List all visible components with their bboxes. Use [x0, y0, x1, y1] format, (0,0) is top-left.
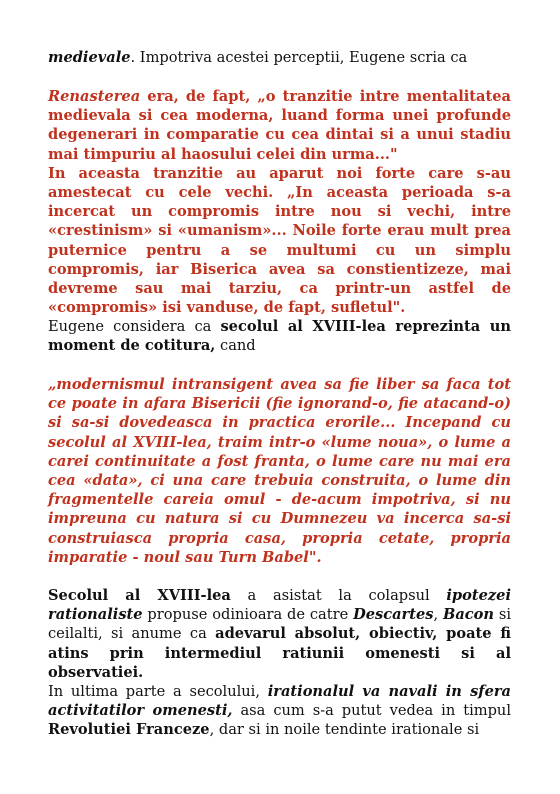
text-run: asa cum s-a putut vedea in timpul [232, 702, 512, 720]
text-run: , dar si in noile tendinte irationale si [209, 721, 480, 739]
emphasis-ipoteza: ipotezei rationaliste [48, 587, 511, 624]
text-run: , [433, 606, 443, 624]
quote-text: era, de fapt, „o tranzitie intre mentalitatea medievala si cea moderna, luand forma unei profunde degenerari in comparatie cu cea dintai si a unui stadiu mai timpuriu al haosului celei din urma..." [48, 88, 511, 163]
emphasis-irationalul: irationalul va navali in sfera activitatilor omenesti, [48, 683, 511, 720]
emphasis-renasterea: Renasterea [48, 88, 141, 105]
quote-text-continued: In aceasta tranzitie au aparut noi forte care s-au amestecat cu cele vechi. „In aceasta perioada s-a incercat un compromis intre nou si vechi, intre «crestinism» si «umanism»... Noile forte erau mult prea puternice pentru a se multumi cu un simplu compromis, iar Biserica avea sa constientizeze, mai devreme sau mai tarziu, ca printr-un astfel de «compromis» isi vanduse, de fapt, sufletul". [48, 164, 511, 317]
paragraph-irational [48, 682, 511, 740]
emphasis-revolutia: Revolutiei Franceze [48, 721, 210, 739]
text-run: In ultima parte a secolului, [48, 683, 268, 700]
quote-modernismul [48, 375, 511, 567]
emphasis-secolul: secolul al XVIII-lea reprezinta un moment de cotitura, [48, 318, 512, 355]
emphasis-adevarul: adevarul absolut, obiectiv, poate fi atins prin intermediul ratiunii omenesti si al observatiei. [48, 625, 511, 681]
paragraph-eugene [48, 317, 511, 355]
text-run: a asistat la colapsul [230, 587, 447, 604]
text-run: . Impotriva acestei perceptii, Eugene scria ca [130, 49, 468, 66]
emphasis-bacon: Bacon [442, 606, 495, 624]
emphasis-secolul-xviii: Secolul al XVIII-lea [48, 587, 231, 604]
paragraph-intro [48, 48, 511, 67]
quote-renasterea [48, 87, 511, 317]
text-run: propuse odinioara de catre [142, 606, 354, 624]
text-run: Eugene considera ca [48, 318, 221, 335]
emphasis-medievale: medievale [48, 49, 131, 66]
text-run: cand [215, 337, 256, 355]
quote-text: „modernismul intransigent avea sa fie liber sa faca tot ce poate in afara Bisericii (fie ignorand-o, fie atacand-o) si sa-si dovedeasca in practica erorile... Incepand cu secolul al XVIII-lea, traim intr-o «lume noua», o lume a carei continuitate a fost franta, o lume care nu mai era cea «data», ci una care trebuia construita, o lume din fragmentelle careia omul - de-acum impotriva, si nu impreuna cu natura si cu Dumnezeu va incerca sa-si construiasca propria casa, propria cetate, propria imparatie - noul sau Turn Babel". [48, 376, 511, 566]
paragraph-colaps [48, 586, 511, 682]
emphasis-descartes: Descartes [353, 606, 434, 624]
text-run: si ceilalti, si anume ca [48, 606, 512, 643]
